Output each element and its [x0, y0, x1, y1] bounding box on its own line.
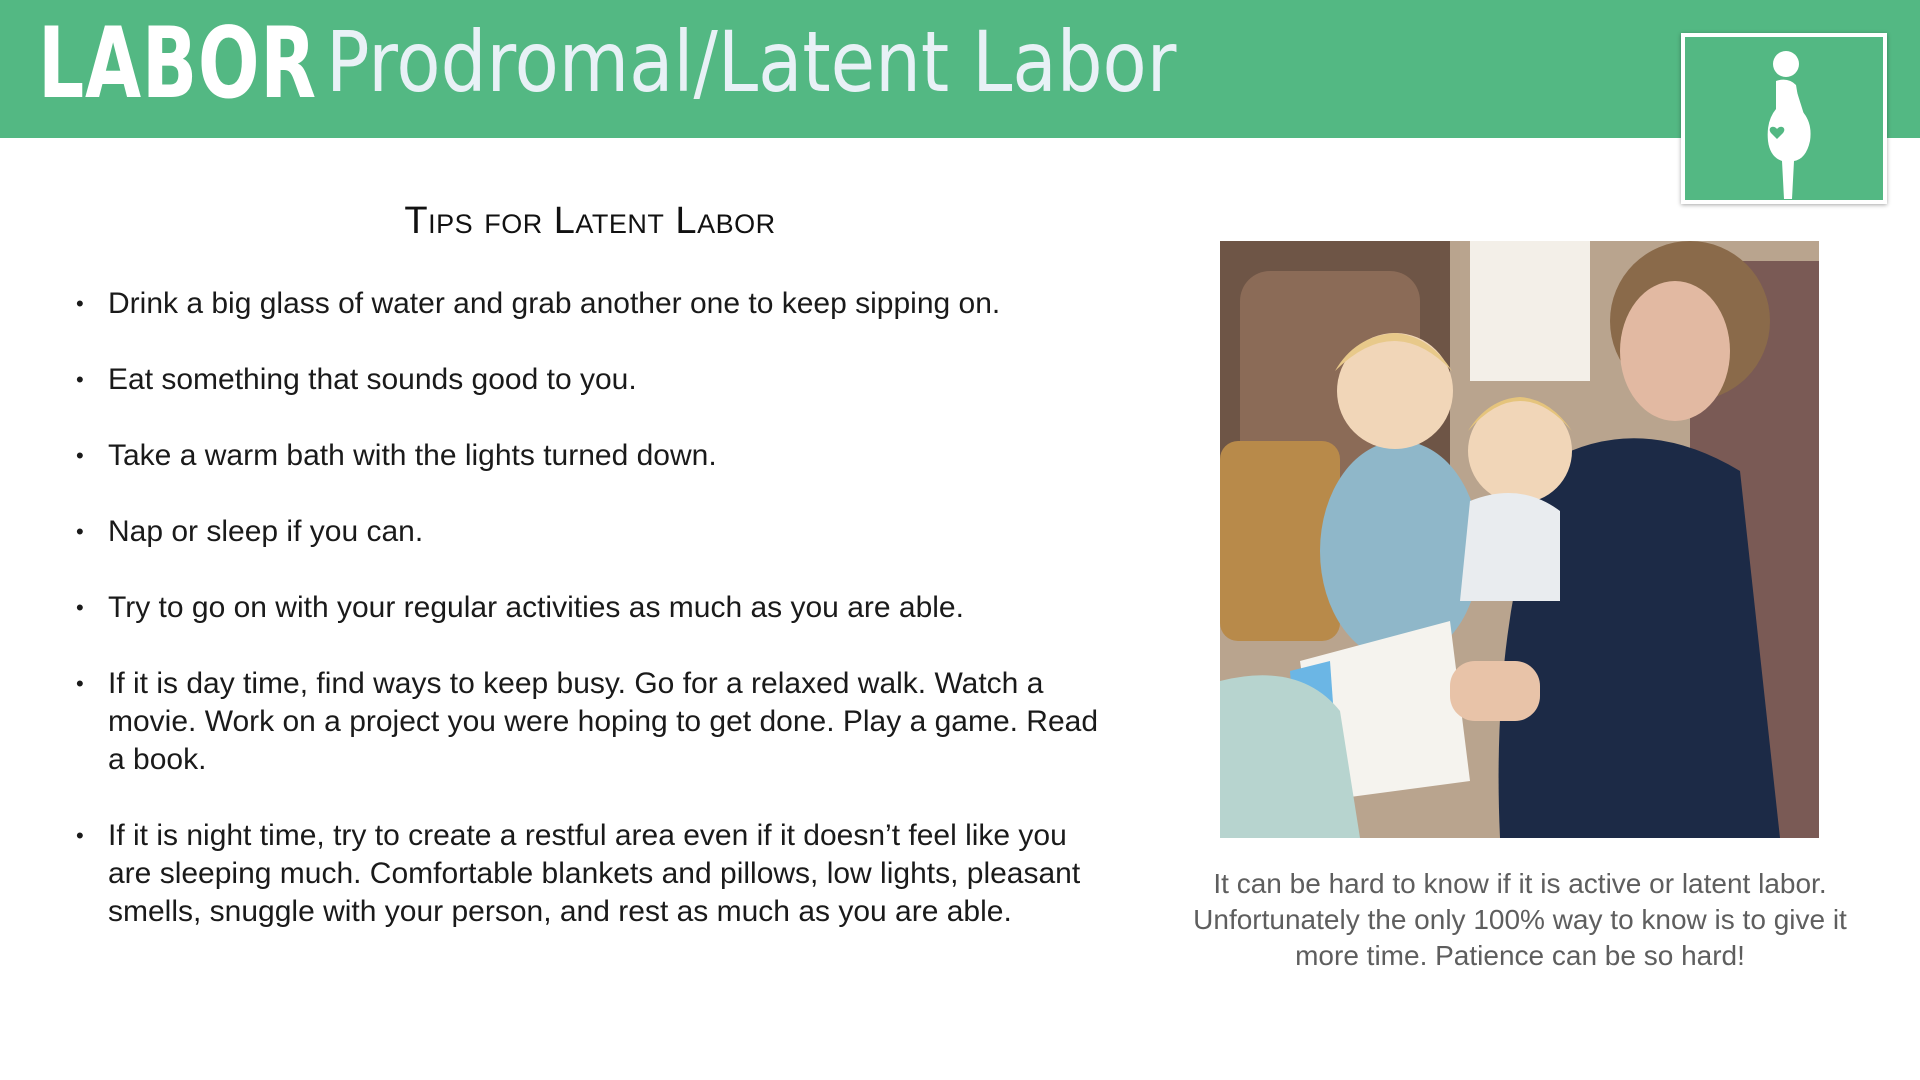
- tip-text: Nap or sleep if you can.: [108, 515, 424, 548]
- bullet-icon: •: [76, 367, 84, 392]
- pregnancy-badge: [1681, 33, 1887, 204]
- bullet-icon: •: [76, 823, 84, 848]
- tip-text: Try to go on with your regular activities as much as you are able.: [108, 591, 964, 624]
- header-bar: [0, 0, 1920, 138]
- list-item: [70, 437, 1110, 475]
- photo-caption: It can be hard to know if it is active or latent labor. Unfortunately the only 100% way to know is to give it more time. Patience can be so hard!: [1193, 868, 1847, 971]
- pregnant-woman-icon: [1758, 49, 1818, 199]
- bullet-icon: •: [76, 595, 84, 620]
- list-item: [70, 285, 1110, 323]
- tip-text: Eat something that sounds good to you.: [108, 363, 637, 396]
- list-item: [70, 361, 1110, 399]
- section-label: LABOR: [38, 7, 317, 121]
- bullet-icon: •: [76, 443, 84, 468]
- list-item: [70, 513, 1110, 551]
- list-item: [70, 817, 1110, 931]
- page-title: Prodromal/Latent Labor: [326, 13, 1177, 111]
- mother-reading-to-children-photo: [1220, 241, 1819, 838]
- tip-text: If it is night time, try to create a restful area even if it doesn’t feel like you are sleeping much. Comfortable blankets and pillows, low lights, pleasant smells, snuggle with your person, and rest as much as you are able.: [108, 819, 1081, 928]
- list-item: [70, 589, 1110, 627]
- tips-heading: Tips for Latent Labor: [404, 200, 776, 242]
- tips-list: [70, 285, 1110, 969]
- tip-text: Drink a big glass of water and grab another one to keep sipping on.: [108, 287, 1001, 320]
- bullet-icon: •: [76, 291, 84, 316]
- bullet-icon: •: [76, 519, 84, 544]
- tip-text: Take a warm bath with the lights turned down.: [108, 439, 717, 472]
- list-item: [70, 665, 1110, 779]
- tip-text: If it is day time, find ways to keep busy. Go for a relaxed walk. Watch a movie. Work on a project you were hoping to get done. Play a game. Read a book.: [108, 667, 1099, 776]
- bullet-icon: •: [76, 671, 84, 696]
